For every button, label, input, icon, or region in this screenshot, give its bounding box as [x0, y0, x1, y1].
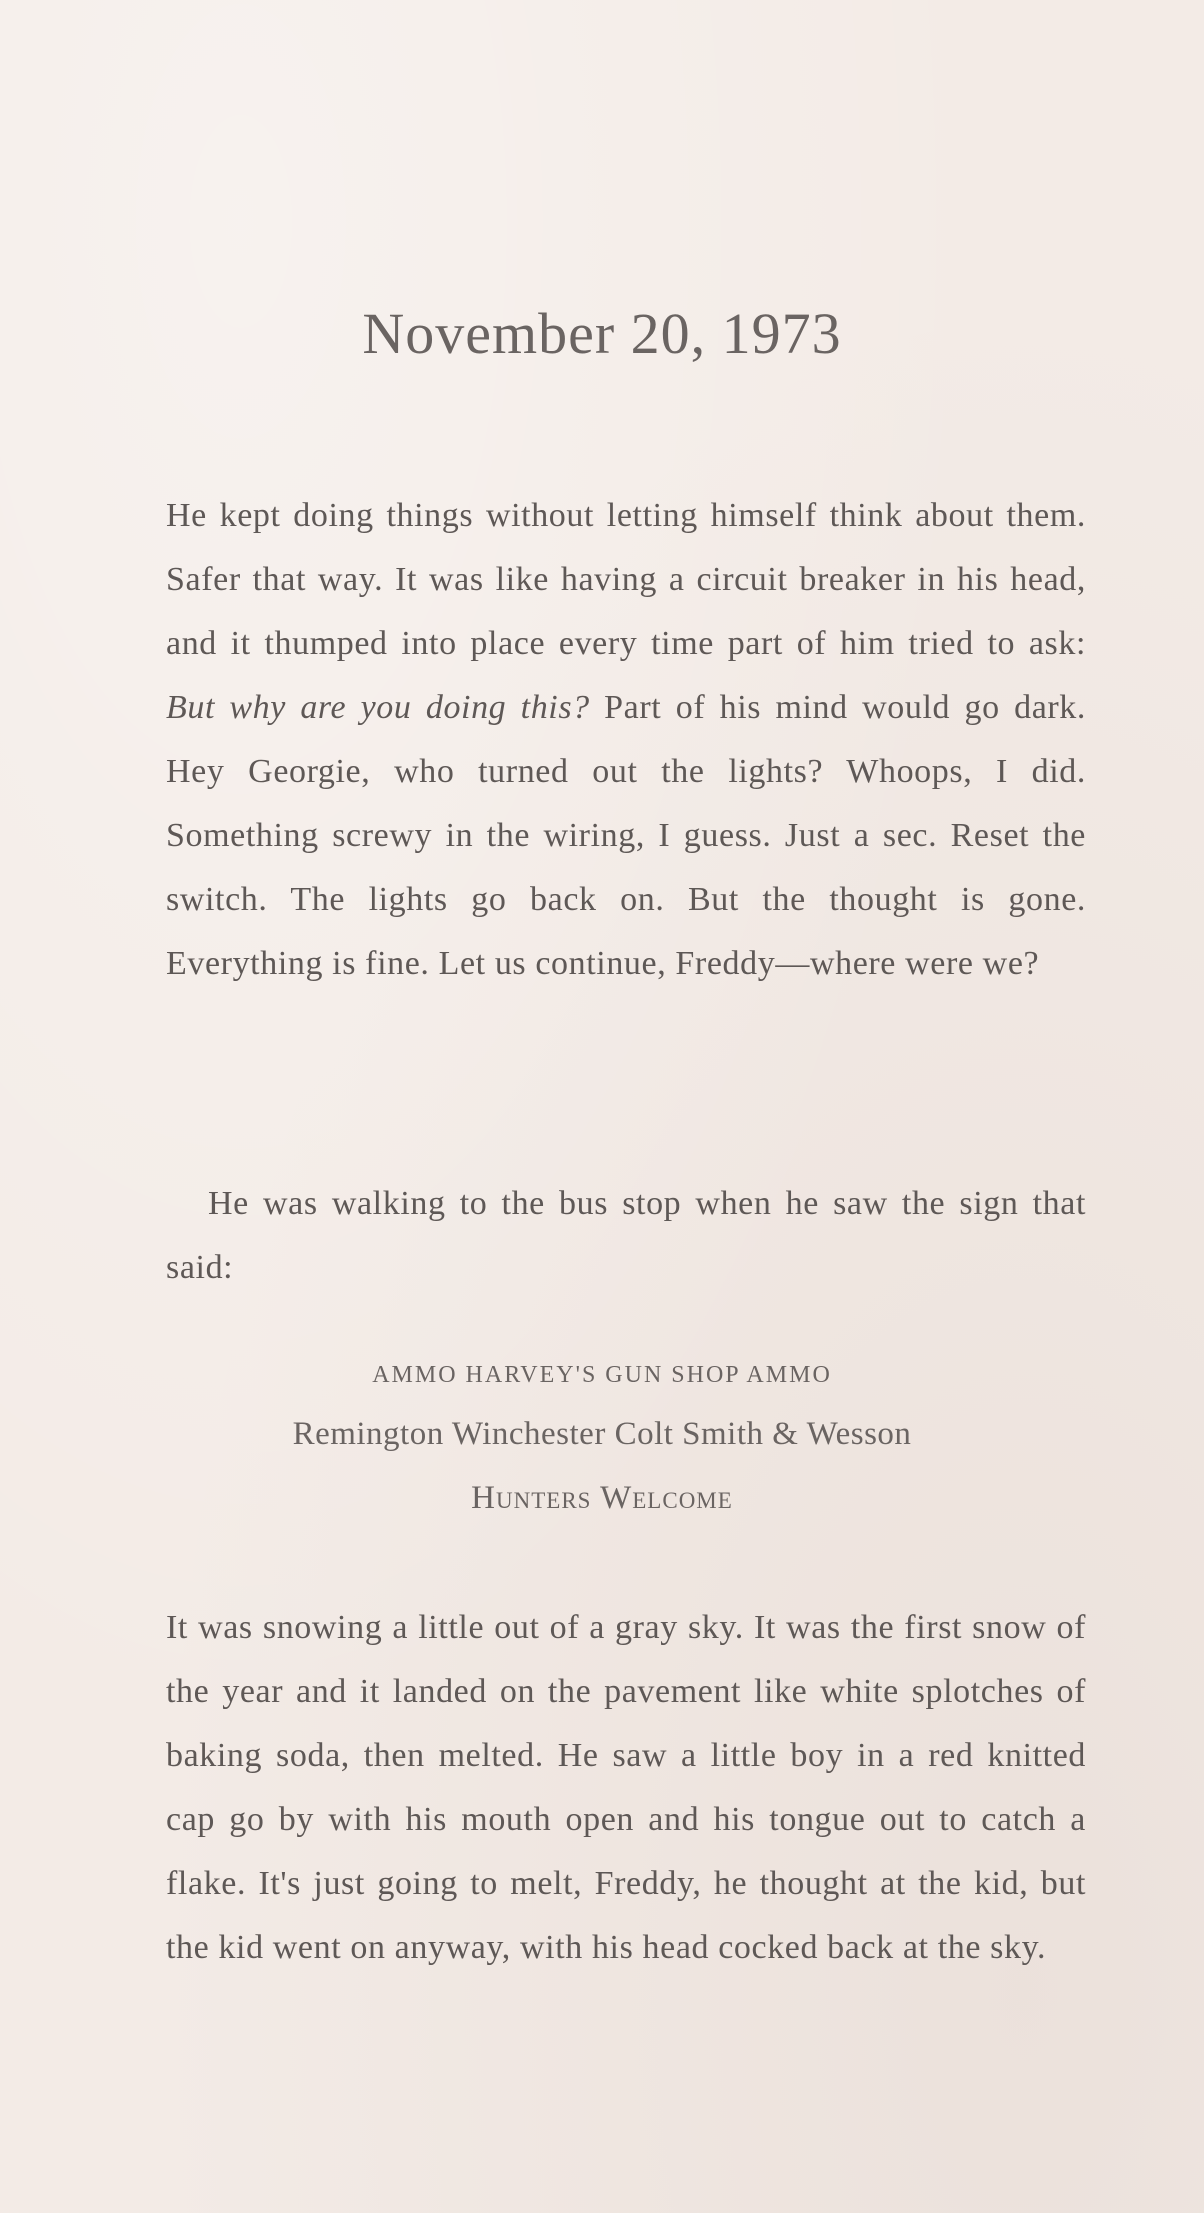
sign-line-1: AMMO HARVEY'S GUN SHOP AMMO [372, 1362, 832, 1388]
sign-line-3: Hunters Welcome [471, 1480, 733, 1516]
paragraph-1-text-end: Part of his mind would go dark. Hey Georgie, who turned out the lights? Whoops, I did. Something screwy in the wiring, I guess. Just a sec. Reset the switch. The lights go back on. But the thought is gone. Everything is fine. Let us continue, Freddy—where were we? [166, 689, 1087, 982]
paragraph-1 [166, 484, 1086, 996]
chapter-date-heading: November 20, 1973 [362, 301, 842, 366]
paragraph-3 [166, 1596, 1086, 1980]
paragraph-2 [166, 1172, 1086, 1300]
paragraph-3-text: It was snowing a little out of a gray sky. It was the first snow of the year and it landed on the pavement like white splotches of baking soda, then melted. He saw a little boy in a red knitted cap go by with his mouth open and his tongue out to catch a flake. It's just going to melt, Freddy, he thought at the kid, but the kid went on anyway, with his head cocked back at the sky. [166, 1609, 1086, 1966]
paragraph-1-text [166, 484, 1086, 996]
paragraph-1-text-start: He kept doing things without letting himself think about them. Safer that way. It was like having a circuit breaker in his head, and it thumped into place every time part of him tried to ask: [166, 497, 1086, 662]
paragraph-2-text: He was walking to the bus stop when he saw the sign that said: [166, 1185, 1086, 1286]
gun-shop-sign [0, 1348, 1204, 1530]
sign-line-2: Remington Winchester Colt Smith & Wesson [292, 1416, 912, 1452]
paragraph-1-italic-question: But why are you doing this? [166, 689, 590, 726]
